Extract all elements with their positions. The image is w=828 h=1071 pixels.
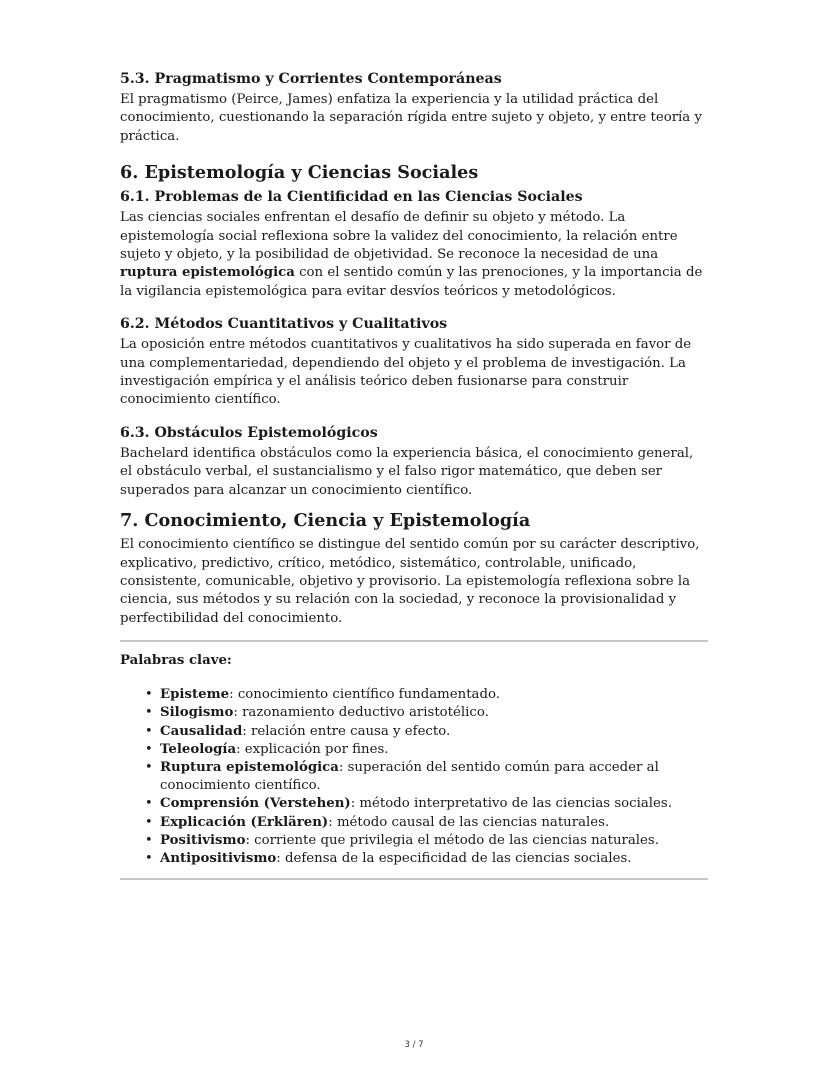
keyword-term: Explicación (Erklären) (160, 814, 329, 830)
bullet-icon: • (145, 796, 153, 812)
keyword-def: : superación del sentido común para acceder al conocimiento científico. (160, 759, 659, 794)
bullet-icon: • (145, 759, 153, 775)
keyword-item (145, 832, 708, 850)
section-6-1-title: 6.1. Problemas de la Cientificidad en las Ciencias Sociales (120, 189, 583, 206)
section-6-1-text (120, 209, 708, 301)
bullet-icon: • (145, 741, 153, 757)
keyword-def: : método causal de las ciencias naturales. (328, 814, 610, 830)
keyword-term: Comprensión (Verstehen) (160, 796, 351, 812)
bullet-icon: • (145, 850, 153, 866)
keyword-item (145, 814, 708, 832)
keyword-def: : corriente que privilegia el método de las ciencias naturales. (245, 832, 659, 848)
keyword-item (145, 795, 708, 813)
section-6-2-title: 6.2. Métodos Cuantitativos y Cualitativos (120, 316, 448, 333)
section-6-3 (120, 424, 708, 500)
keywords-title: Palabras clave: (120, 653, 232, 669)
bullet-icon: • (145, 832, 153, 848)
section-6-2 (120, 315, 708, 410)
section-6-1-text-before: Las ciencias sociales enfrentan el desafío de definir su objeto y método. La epistemología social reflexiona sobre la validez del conocimiento, la relación entre sujeto y objeto, y la posibilidad de objetividad. Se reconoce la necesidad de una (120, 210, 678, 263)
keyword-term: Antipositivismo (160, 850, 277, 866)
keywords-list (120, 686, 708, 868)
divider-top (120, 640, 708, 642)
keyword-item (145, 850, 708, 868)
keyword-term: Episteme (160, 687, 230, 703)
keyword-item (145, 759, 708, 795)
section-7 (120, 510, 708, 628)
section-5-3-title: 5.3. Pragmatismo y Corrientes Contemporáneas (120, 71, 502, 87)
keyword-term: Ruptura epistemológica (160, 759, 339, 775)
section-6-3-text: Bachelard identifica obstáculos como la experiencia básica, el conocimiento general, el obstáculo verbal, el sustancialismo y el falso rigor matemático, que deben ser superados para alcanzar un conocimiento científico. (120, 445, 694, 498)
section-6-1-text-bold: ruptura epistemológica (120, 265, 295, 281)
keyword-term: Teleología (160, 741, 237, 757)
bullet-icon: • (145, 705, 153, 721)
bullet-icon: • (145, 814, 153, 830)
document-page (120, 70, 708, 880)
keyword-def: : explicación por fines. (236, 741, 389, 757)
keyword-item (145, 741, 708, 759)
divider-bottom (120, 878, 708, 880)
section-5-3 (120, 70, 708, 146)
keyword-def: : razonamiento deductivo aristotélico. (233, 705, 489, 721)
keyword-item (145, 704, 708, 722)
bullet-icon: • (145, 687, 153, 703)
keyword-term: Causalidad (160, 723, 243, 739)
keyword-def: : conocimiento científico fundamentado. (229, 687, 500, 703)
section-7-title: 7. Conocimiento, Ciencia y Epistemología (120, 510, 531, 532)
section-6-title: 6. Epistemología y Ciencias Sociales (120, 162, 479, 184)
section-6-2-text: La oposición entre métodos cuantitativos y cualitativos ha sido superada en favor de una complementariedad, dependiendo del objeto y el problema de investigación. La investigación empírica y el análisis teórico deben fusionarse para construir conocimiento científico. (120, 337, 692, 408)
section-6-1 (120, 188, 708, 301)
keyword-def: : método interpretativo de las ciencias sociales. (350, 796, 672, 812)
keyword-def: : defensa de la especificidad de las ciencias sociales. (276, 850, 632, 866)
keyword-def: : relación entre causa y efecto. (242, 723, 451, 739)
keyword-term: Silogismo (160, 705, 234, 721)
section-5-3-text: El pragmatismo (Peirce, James) enfatiza la experiencia y la utilidad práctica del conocimiento, cuestionando la separación rígida entre sujeto y objeto, y entre teoría y práctica. (120, 92, 702, 144)
page-number: 3 / 7 (404, 1040, 424, 1050)
section-6 (120, 162, 708, 500)
section-6-1-text-after: con el sentido común y las prenociones, y la importancia de la vigilancia epistemológica para evitar desvíos teóricos y metodológicos. (120, 265, 703, 299)
section-7-text: El conocimiento científico se distingue del sentido común por su carácter descriptivo, explicativo, predictivo, crítico, metódico, sistemático, controlable, unificado, consistente, comunicable, objetivo y provisorio. La epistemología reflexiona sobre la ciencia, sus métodos y su relación con la sociedad, y reconoce la provisionalidad y perfectibilidad del conocimiento. (120, 537, 700, 626)
keyword-term: Positivismo (160, 832, 246, 848)
bullet-icon: • (145, 723, 153, 739)
keyword-item (145, 686, 708, 704)
section-6-3-title: 6.3. Obstáculos Epistemológicos (120, 424, 378, 441)
keyword-item (145, 723, 708, 741)
